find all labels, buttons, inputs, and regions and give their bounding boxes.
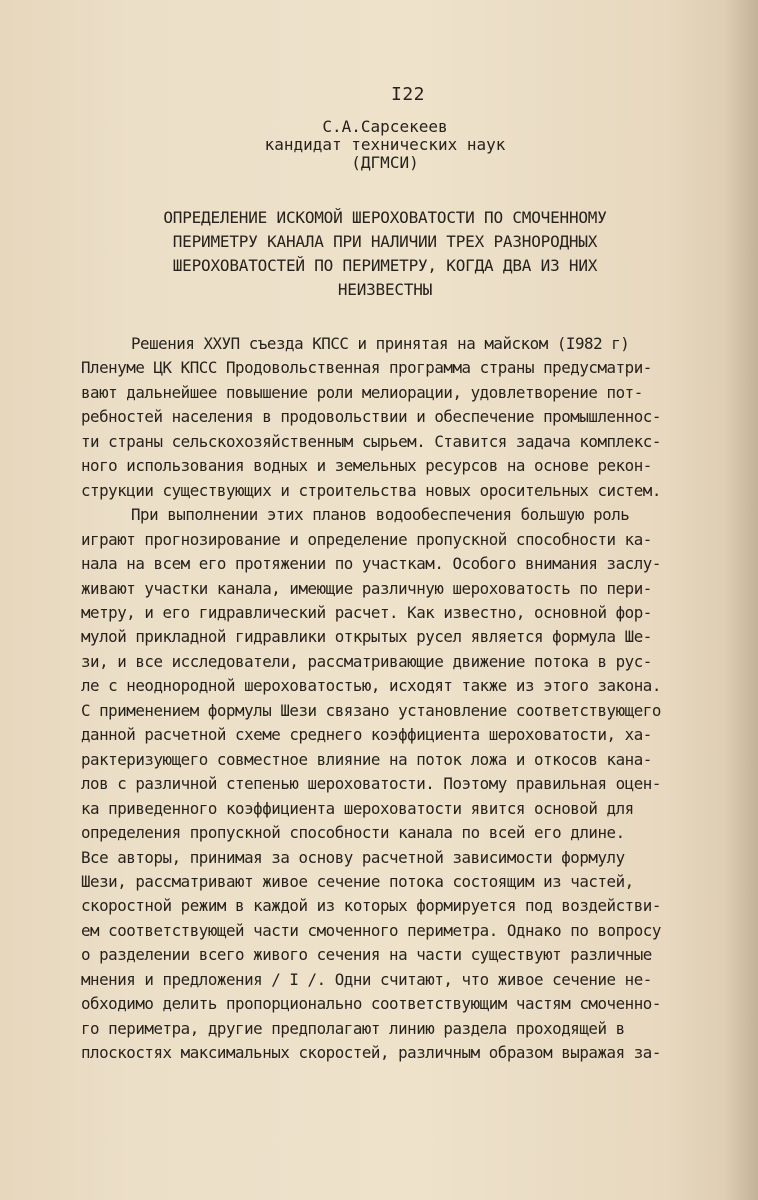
- body-line: рактеризующего совместное влияние на поток ложа и откосов кана-: [81, 749, 652, 769]
- article-title: [95, 206, 675, 302]
- article-title-line: ОПРЕДЕЛЕНИЕ ИСКОМОЙ ШЕРОХОВАТОСТИ ПО СМОЧЕННОМУ: [163, 208, 607, 227]
- page-number: I22: [391, 84, 426, 105]
- body-line: определения пропускной способности канала по всей его длине.: [81, 823, 625, 843]
- author-degree: кандидат технических наук: [264, 135, 506, 154]
- body-line: ем соответствующей части смоченного периметра. Однако по вопросу: [81, 920, 661, 940]
- paragraph-1: [81, 332, 741, 503]
- body-line: плоскостях максимальных скоростей, различным образом выражая за-: [81, 1043, 661, 1063]
- body-line: живают участки канала, имеющие различную шероховатость по пери-: [81, 578, 652, 598]
- article-title-line: НЕИЗВЕСТНЫ: [337, 280, 433, 299]
- body-line: мнения и предложения / I /. Одни считают, что живое сечение не-: [81, 969, 652, 989]
- article-title-line: ШЕРОХОВАТОСТЕЙ ПО ПЕРИМЕТРУ, КОГДА ДВА ИЗ НИХ: [172, 256, 598, 275]
- body-line: метру, и его гидравлический расчет. Как известно, основной фор-: [81, 602, 652, 622]
- author-affiliation: (ДГМСИ): [351, 153, 419, 172]
- body-line: о разделении всего живого сечения на части существуют различные: [81, 945, 652, 965]
- body-line: нала на всем его протяжении по участкам. Особого внимания заслу-: [81, 554, 661, 574]
- body-line: играют прогнозирование и определение пропускной способности ка-: [81, 529, 652, 549]
- article-title-line: ПЕРИМЕТРУ КАНАЛА ПРИ НАЛИЧИИ ТРЕХ РАЗНОРОДНЫХ: [172, 232, 598, 251]
- author-name: С.А.Сарсекеев: [322, 117, 448, 136]
- body-line: При выполнении этих планов водообеспечения большую роль: [131, 505, 630, 525]
- body-line: скоростной режим в каждой из которых формируется под воздействи-: [81, 896, 661, 916]
- body-line: ного использования водных и земельных ресурсов на основе рекон-: [81, 456, 652, 476]
- body-line: обходимо делить пропорционально соответствующим частям смоченно-: [81, 994, 661, 1014]
- paragraph-2: [81, 503, 741, 1065]
- body-line: лов с различной степенью шероховатости. Поэтому правильная оцен-: [81, 774, 661, 794]
- body-line: мулой прикладной гидравлики открытых русел является формула Ше-: [81, 627, 652, 647]
- body-line: Все авторы, принимая за основу расчетной зависимости формулу: [81, 847, 625, 867]
- body-line: Шези, рассматривают живое сечение потока состоящим из частей,: [81, 871, 634, 891]
- body-line: ти страны сельскохозяйственным сырьем. Ставится задача комплекс-: [81, 431, 661, 451]
- body-line: ле с неоднородной шероховатостью, исходят также из этого закона.: [81, 676, 661, 696]
- author-block: [120, 118, 650, 172]
- body-line: С применением формулы Шези связано установление соответствующего: [81, 700, 661, 720]
- body-line: данной расчетной схеме среднего коэффициента шероховатости, ха-: [81, 725, 652, 745]
- body-line: ка приведенного коэффициента шероховатости явится основой для: [81, 798, 634, 818]
- body-line: зи, и все исследователи, рассматривающие движение потока в рус-: [81, 651, 652, 671]
- body-text: [81, 332, 741, 1066]
- body-line: го периметра, другие предполагают линию раздела проходящей в: [81, 1018, 625, 1038]
- body-line: струкции существующих и строительства новых оросительных систем.: [81, 480, 661, 500]
- body-line: Пленуме ЦК КПСС Продовольственная программа страны предусматри-: [81, 358, 652, 378]
- body-line: Решения ХХУП съезда КПСС и принятая на майском (I982 г): [131, 334, 630, 353]
- body-line: вают дальнейшее повышение роли мелиорации, удовлетворение пот-: [81, 382, 643, 402]
- body-line: ребностей населения в продовольствии и обеспечение промышленнос-: [81, 407, 661, 427]
